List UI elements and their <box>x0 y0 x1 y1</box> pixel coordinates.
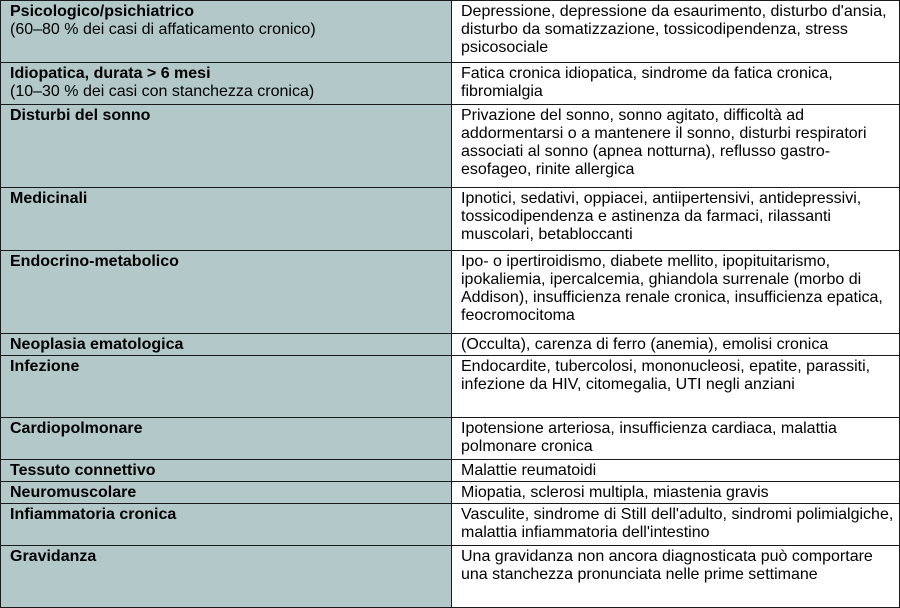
causes-cell: Depressione, depressione da esaurimento, disturbo d'ansia, disturbo da somatizzazione, tossicodipendenza, stress psicosociale <box>452 1 900 63</box>
table-row <box>1 63 900 105</box>
table-row <box>1 188 900 251</box>
causes-cell: Miopatia, sclerosi multipla, miastenia gravis <box>452 482 900 504</box>
table-row <box>1 105 900 188</box>
category-title: Infiammatoria cronica <box>10 506 177 523</box>
table-row <box>1 546 900 608</box>
table-row <box>1 251 900 334</box>
category-cell <box>1 504 452 546</box>
causes-cell: Ipo- o ipertiroidismo, diabete mellito, ipopituitarismo, ipokaliemia, ipercalcemia, ghiandola surrenale (morbo di Addison), insufficienza renale cronica, insufficienza epatica, feocromocitoma <box>452 251 900 334</box>
category-cell <box>1 482 452 504</box>
causes-cell: Fatica cronica idiopatica, sindrome da fatica cronica, fibromialgia <box>452 63 900 105</box>
category-cell <box>1 1 452 63</box>
category-title: Disturbi del sonno <box>10 107 151 124</box>
table-row <box>1 418 900 460</box>
causes-cell: Ipotensione arteriosa, insufficienza cardiaca, malattia polmonare cronica <box>452 418 900 460</box>
table-row <box>1 504 900 546</box>
category-title: Infezione <box>10 358 80 375</box>
category-title: Idiopatica, durata > 6 mesi <box>10 65 211 82</box>
category-title: Psicologico/psichiatrico <box>10 3 195 20</box>
category-cell <box>1 546 452 608</box>
category-cell <box>1 251 452 334</box>
causes-cell: Una gravidanza non ancora diagnosticata può comportare una stanchezza pronunciata nelle prime settimane <box>452 546 900 608</box>
category-cell <box>1 105 452 188</box>
causes-cell: Vasculite, sindrome di Still dell'adulto, sindromi polimialgiche, malattia infiammatoria dell'intestino <box>452 504 900 546</box>
category-note: (10–30 % dei casi con stanchezza cronica) <box>10 83 315 100</box>
table-row <box>1 1 900 63</box>
table-row <box>1 482 900 504</box>
category-title: Neuromuscolare <box>10 484 137 501</box>
table-row <box>1 356 900 418</box>
causes-cell: Endocardite, tubercolosi, mononucleosi, epatite, parassiti, infezione da HIV, citomegalia, UTI negli anziani <box>452 356 900 418</box>
category-title: Neoplasia ematologica <box>10 336 184 353</box>
causes-cell: Privazione del sonno, sonno agitato, difficoltà ad addormentarsi o a mantenere il sonno, disturbi respiratori associati al sonno (apnea notturna), reflusso gastro-esofageo, rinite allergica <box>452 105 900 188</box>
category-cell <box>1 334 452 356</box>
category-cell <box>1 460 452 482</box>
category-title: Gravidanza <box>10 548 97 565</box>
causes-cell: (Occulta), carenza di ferro (anemia), emolisi cronica <box>452 334 900 356</box>
category-cell <box>1 188 452 251</box>
category-title: Cardiopolmonare <box>10 420 143 437</box>
category-cell <box>1 418 452 460</box>
table-row <box>1 334 900 356</box>
category-title: Endocrino-metabolico <box>10 253 179 270</box>
category-title: Medicinali <box>10 190 88 207</box>
category-note: (60–80 % dei casi di affaticamento cronico) <box>10 21 316 38</box>
category-title: Tessuto connettivo <box>10 462 156 479</box>
category-cell <box>1 63 452 105</box>
category-cell <box>1 356 452 418</box>
table-row <box>1 460 900 482</box>
causes-cell: Ipnotici, sedativi, oppiacei, antiipertensivi, antidepressivi, tossicodipendenza e astinenza da farmaci, rilassanti muscolari, betabloccanti <box>452 188 900 251</box>
causes-cell: Malattie reumatoidi <box>452 460 900 482</box>
